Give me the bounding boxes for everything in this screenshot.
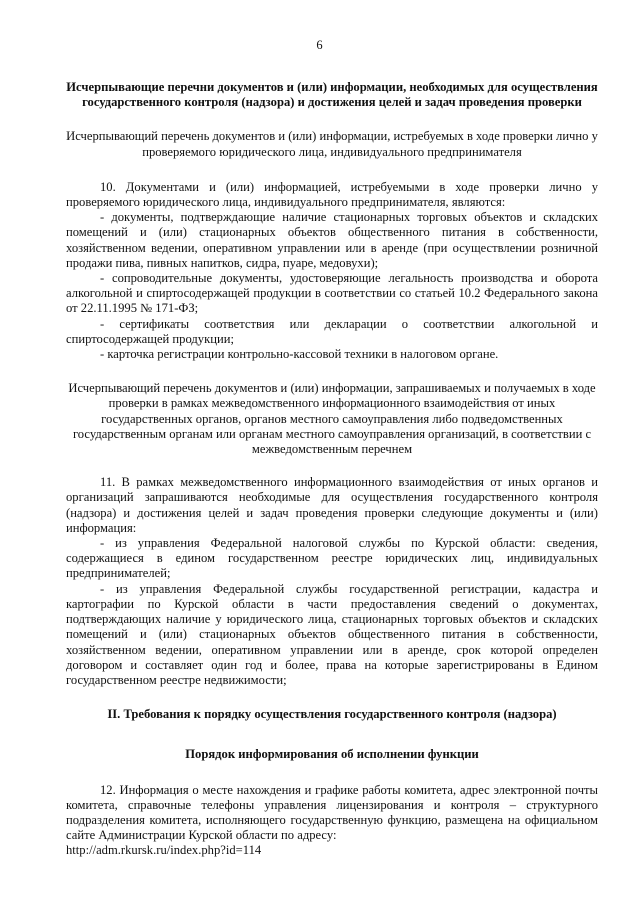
paragraph-10: 10. Документами и (или) информацией, истребуемыми в ходе проверки лично у проверяемого юридического лица, индивидуального предпринимателя, являются: [66, 179, 598, 210]
document-body [66, 80, 598, 859]
website-url: http://adm.rkursk.ru/index.php?id=114 [66, 843, 262, 858]
section-2-title: II. Требования к порядку осуществления государственного контроля (надзора) [107, 707, 557, 722]
main-heading: Исчерпывающие перечни документов и (или) информации, необходимых для осуществления государственного контроля (надзора) и достижения целей и задач проведения проверки [66, 80, 598, 110]
list-item: - из управления Федеральной службы государственной регистрации, кадастра и картографии по Курской области в части предоставления сведений о документах, подтверждающих наличие у юридического лица, стационарных торговых объектов и складских помещений и (или) стационарных объектов общественного питания в собственности, хозяйственном ведении, оперативном управлении или в аренде, срок которой определен договором и составляет один год и более, права на которые зарегистрированы в Едином государственном реестре недвижимости; [66, 581, 598, 687]
section-2-subtitle: Порядок информирования об исполнении функции [185, 747, 479, 762]
list-item: - сертификаты соответствия или декларации о соответствии алкогольной и спиртосодержащей продукции; [66, 316, 598, 346]
list-item: - документы, подтверждающие наличие стационарных торговых объектов и складских помещений и (или) стационарных объектов общественного питания в собственности, хозяйственном ведении, оперативном управлении или в аренде (при осуществлении розничной продажи пива, пивных напитков, сидра, пуаре, медовухи); [66, 210, 598, 270]
page-number: 6 [316, 38, 323, 52]
section-paragraph-11 [66, 475, 598, 688]
list-item: - сопроводительные документы, удостоверяющие легальность производства и оборота алкогольной и спиртосодержащей продукции в соответствии со статьей 10.2 Федерального закона от 22.11.1995 № 171-ФЗ; [66, 271, 598, 316]
subheading-personal-documents: Исчерпывающий перечень документов и (или) информации, истребуемых в ходе проверки лично у проверяемого юридического лица, индивидуального предпринимателя [66, 129, 598, 159]
subheading-interagency-documents: Исчерпывающий перечень документов и (или) информации, запрашиваемых и получаемых в ходе проверки в рамках межведомственного информационного взаимодействия от иных государственных органов, органов местного самоуправления либо подведомственных государственным органам или органам местного самоуправления организаций, в соответствии с межведомственным перечнем [68, 381, 596, 457]
list-item: - из управления Федеральной налоговой службы по Курской области: сведения, содержащиеся в едином государственном реестре юридических лиц, индивидуальных предпринимателей; [66, 536, 598, 581]
list-item: - карточка регистрации контрольно-кассовой техники в налоговом органе. [100, 347, 499, 362]
section-paragraph-10 [66, 180, 598, 362]
paragraph-11: 11. В рамках межведомственного информационного взаимодействия от иных органов и организаций запрашиваются необходимые для осуществления государственного контроля (надзора) и достижения целей и задач проведения проверки следующие документы и (или) информация: [66, 475, 598, 535]
paragraph-12: 12. Информация о месте нахождения и графике работы комитета, адрес электронной почты комитета, справочные телефоны управления лицензирования и контроля – структурного подразделения комитета, исполняющего государственную функцию, размещена на официальном сайте Администрации Курской области по адресу: [66, 782, 598, 843]
